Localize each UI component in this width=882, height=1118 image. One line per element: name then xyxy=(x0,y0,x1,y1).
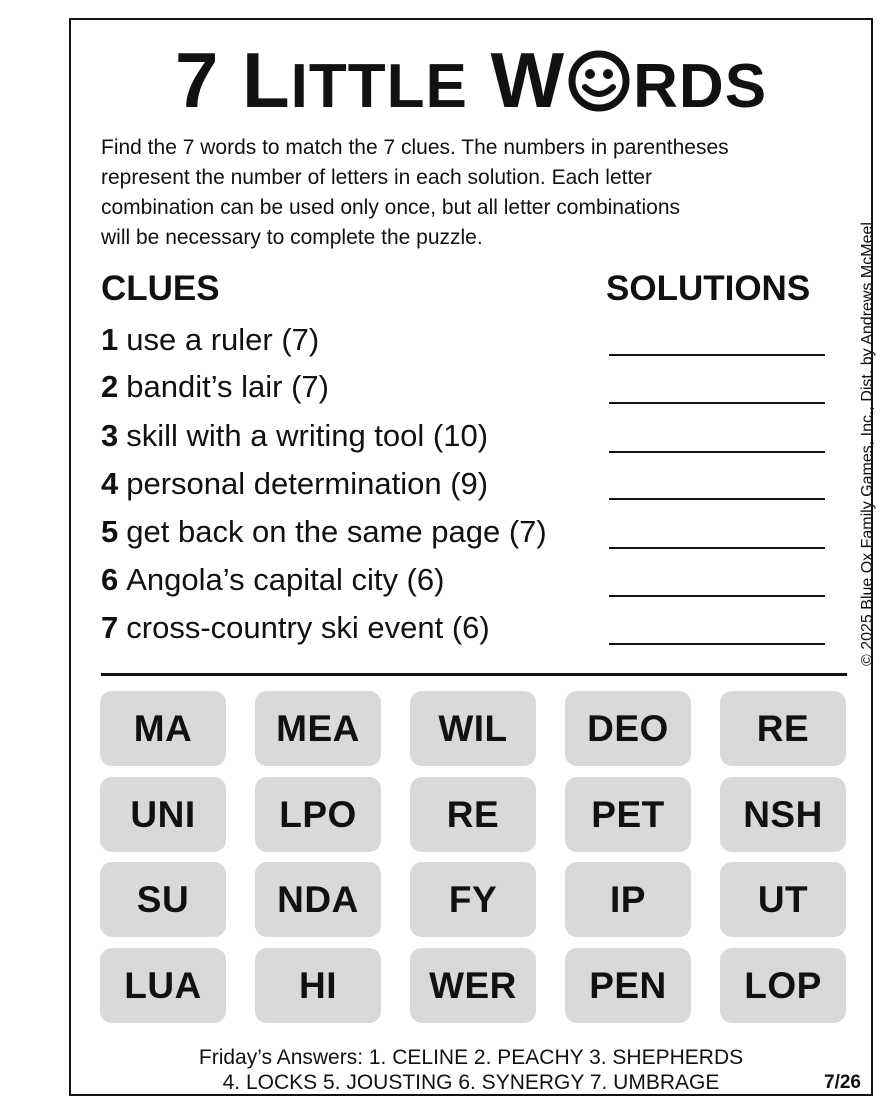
clue-6 xyxy=(101,560,444,600)
letter-tile[interactable]: PET xyxy=(565,777,691,852)
clue-text: cross-country ski event (6) xyxy=(126,610,490,645)
clues-heading: CLUES xyxy=(101,269,220,308)
puzzle-date: 7/26 xyxy=(824,1072,861,1093)
letter-tile[interactable]: RE xyxy=(410,777,536,852)
solution-blank-5[interactable] xyxy=(609,547,825,549)
clue-text: personal determination (9) xyxy=(126,466,489,501)
letter-tile[interactable]: MEA xyxy=(255,691,381,766)
previous-answers-line: 4. LOCKS 5. JOUSTING 6. SYNERGY 7. UMBRAGE xyxy=(222,1071,720,1094)
instructions-line: combination can be used only once, but all letter combinations xyxy=(101,196,681,219)
clue-2 xyxy=(101,367,329,407)
solution-blank-2[interactable] xyxy=(609,402,825,404)
letter-tile[interactable]: IP xyxy=(565,862,691,937)
letter-tile[interactable]: UNI xyxy=(100,777,226,852)
instructions xyxy=(101,133,849,253)
instructions-line: will be necessary to complete the puzzle. xyxy=(101,226,483,249)
letter-tile[interactable]: HI xyxy=(255,948,381,1023)
clue-1 xyxy=(101,320,319,360)
letter-tile[interactable]: WER xyxy=(410,948,536,1023)
clue-number: 5 xyxy=(101,514,119,549)
previous-answers-line: Friday’s Answers: 1. CELINE 2. PEACHY 3. SHEPHERDS xyxy=(198,1046,744,1069)
letter-tile[interactable]: RE xyxy=(720,691,846,766)
smiley-icon xyxy=(567,49,631,113)
solution-blank-4[interactable] xyxy=(609,498,825,500)
letter-tile[interactable]: UT xyxy=(720,862,846,937)
letter-tile[interactable]: NSH xyxy=(720,777,846,852)
clue-number: 1 xyxy=(101,322,119,357)
clue-text: skill with a writing tool (10) xyxy=(126,418,489,453)
clue-text: get back on the same page (7) xyxy=(126,514,547,549)
clue-5 xyxy=(101,512,547,552)
solution-blank-3[interactable] xyxy=(609,451,825,453)
letter-tile[interactable]: SU xyxy=(100,862,226,937)
letter-tile[interactable]: PEN xyxy=(565,948,691,1023)
clue-number: 3 xyxy=(101,418,119,453)
section-divider xyxy=(101,673,847,676)
letter-tile[interactable]: MA xyxy=(100,691,226,766)
letter-tile-grid xyxy=(100,691,846,1023)
clue-number: 4 xyxy=(101,466,119,501)
title-word1-first: L xyxy=(242,36,291,124)
clue-number: 2 xyxy=(101,369,119,404)
instructions-line: Find the 7 words to match the 7 clues. The numbers in parentheses xyxy=(101,136,729,159)
title-word1-rest: ITTLE xyxy=(290,52,468,121)
solution-blank-7[interactable] xyxy=(609,643,825,645)
clue-3 xyxy=(101,416,488,456)
clue-text: use a ruler (7) xyxy=(126,322,320,357)
clue-7 xyxy=(101,608,490,648)
previous-answers xyxy=(69,1045,873,1095)
letter-tile[interactable]: LOP xyxy=(720,948,846,1023)
clue-number: 6 xyxy=(101,562,119,597)
clue-4 xyxy=(101,464,488,504)
letter-tile[interactable]: LPO xyxy=(255,777,381,852)
letter-tile[interactable]: FY xyxy=(410,862,536,937)
letter-tile[interactable]: NDA xyxy=(255,862,381,937)
letter-tile[interactable]: WIL xyxy=(410,691,536,766)
instructions-line: represent the number of letters in each solution. Each letter xyxy=(101,166,652,189)
clue-number: 7 xyxy=(101,610,119,645)
solutions-heading: SOLUTIONS xyxy=(606,269,811,308)
solution-blank-6[interactable] xyxy=(609,595,825,597)
title-word2-rest: RDS xyxy=(633,52,768,121)
solution-blank-1[interactable] xyxy=(609,354,825,356)
clue-text: bandit’s lair (7) xyxy=(126,369,329,404)
title-word2-first: W xyxy=(490,36,566,124)
letter-tile[interactable]: DEO xyxy=(565,691,691,766)
letter-tile[interactable]: LUA xyxy=(100,948,226,1023)
copyright-credit: © 2025 Blue Ox Family Games, Inc., Dist. by Andrews McMeel xyxy=(859,222,876,666)
clue-text: Angola’s capital city (6) xyxy=(126,562,445,597)
title-number: 7 xyxy=(174,36,220,124)
puzzle-title xyxy=(69,34,873,133)
